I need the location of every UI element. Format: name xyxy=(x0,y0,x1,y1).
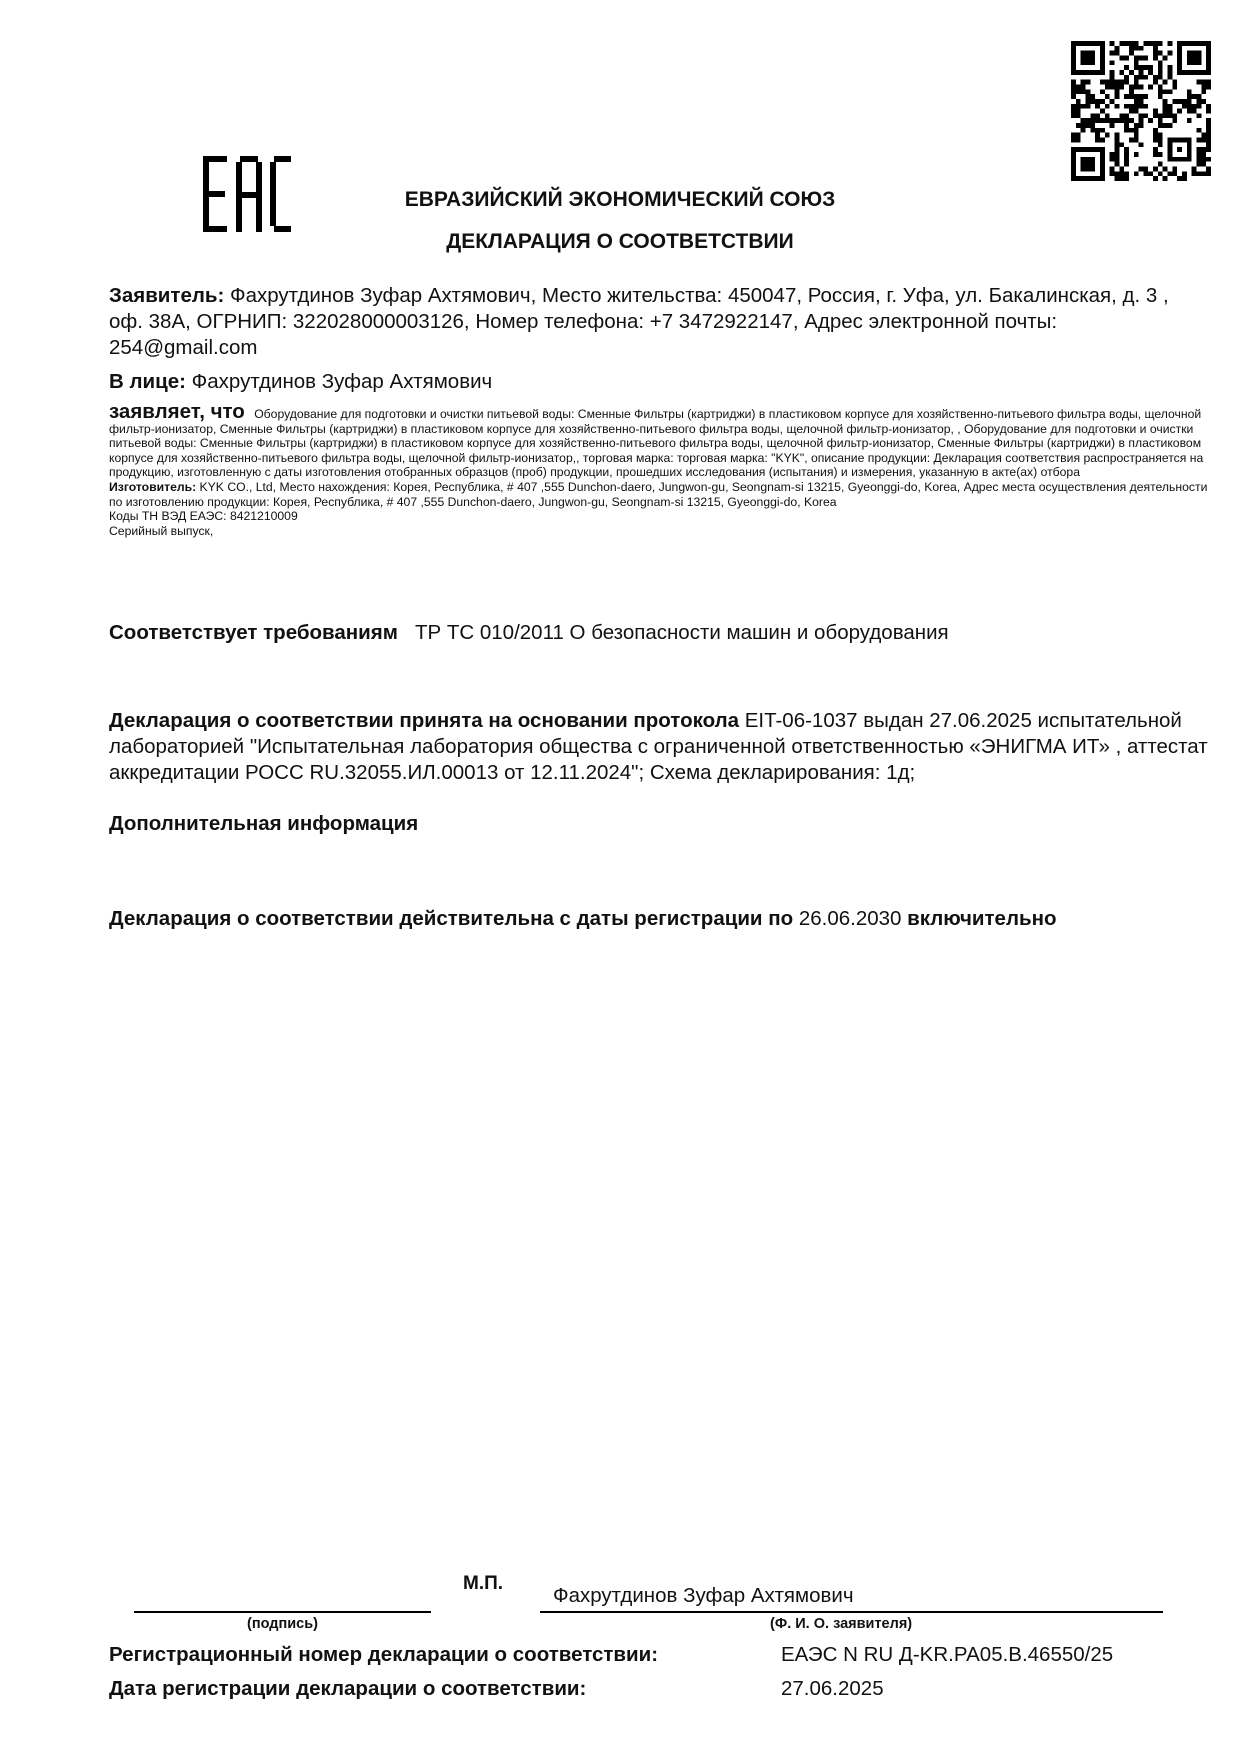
applicant-block xyxy=(109,283,1189,361)
signer-name: Фахрутдинов Зуфар Ахтямович xyxy=(553,1584,854,1607)
tn-ved-codes: Коды ТН ВЭД ЕАЭС: 8421210009 xyxy=(109,509,298,524)
person-block xyxy=(109,369,1189,395)
registration-number-label: Регистрационный номер декларации о соответствии: xyxy=(109,1643,659,1666)
protocol-block xyxy=(109,708,1209,786)
applicant-text: Фахрутдинов Зуфар Ахтямович, Место жительства: 450047, Россия, г. Уфа, ул. Бакалинская, д. 3 , оф. 38А, ОГРНИП: 322028000003126, Номер телефона: +7 3472922147, Адрес электронной почты: 254@gmail.com xyxy=(109,284,1169,359)
registration-number: ЕАЭС N RU Д-KR.РА05.В.46550/25 xyxy=(781,1643,1114,1666)
registration-date: 27.06.2025 xyxy=(781,1677,884,1700)
protocol-text: EIT-06-1037 выдан 27.06.2025 испытательной лабораторией "Испытательная лаборатория общества с ограниченной ответственностью «ЭНИГМА ИТ» , аттестат аккредитации РОСС RU.32055.ИЛ.00013 от 12.11.2024"; Схема декларирования: 1д; xyxy=(109,709,1208,784)
validity-suffix: включительно xyxy=(907,907,1057,930)
declares-label: заявляет, что xyxy=(109,400,245,423)
person-label: В лице: xyxy=(109,370,186,393)
person-text: Фахрутдинов Зуфар Ахтямович xyxy=(191,370,493,393)
signature-line xyxy=(134,1611,431,1613)
name-line xyxy=(540,1611,1163,1613)
declares-text: Оборудование для подготовки и очистки питьевой воды: Сменные Фильтры (картриджи) в пластиковом корпусе для хозяйственно-питьевого фильтра воды, щелочной фильтр-ионизатор, Сменные Фильтры (картриджи) в пластиковом корпусе для хозяйственно-питьевого фильтра воды, щелочной фильтр-ионизатор, , Оборудование для подготовки и очистки питьевой воды: Сменные Фильтры (картриджи) в пластиковом корпусе для хозяйственно-питьевого фильтра воды, щелочной фильтр-ионизатор, Сменные Фильтры (картриджи) в пластиковом корпусе для хозяйственно-питьевого фильтра воды, щелочной фильтр-ионизатор,, торговая марка: торговая марка: "KYK", описание продукции: Декларация соответствия распространяется на продукцию, изготовленную с даты изготовления отобранных образцов (проб) продукции, прошедших исследования (испытания) и измерения, указанную в акте(ах) отбора xyxy=(109,407,1204,480)
release-type: Серийный выпуск, xyxy=(109,523,214,538)
requirements-block xyxy=(109,620,1199,646)
extra-info-label: Дополнительная информация xyxy=(109,812,419,835)
validity-date: 26.06.2030 xyxy=(798,907,902,930)
registration-date-label: Дата регистрации декларации о соответствии: xyxy=(109,1677,587,1700)
qr-code xyxy=(1071,41,1211,181)
requirements-label: Соответствует требованиям xyxy=(109,621,398,644)
stamp-place: М.П. xyxy=(463,1573,504,1594)
manufacturer-label: Изготовитель: xyxy=(109,479,197,494)
applicant-label: Заявитель: xyxy=(109,284,225,307)
protocol-label: Декларация о соответствии принята на основании протокола xyxy=(109,709,740,732)
validity-block xyxy=(109,906,1209,932)
declares-block xyxy=(109,400,1221,538)
requirements-text: ТР ТС 010/2011 О безопасности машин и оборудования xyxy=(414,621,949,644)
signature-caption: (подпись) xyxy=(247,1616,318,1632)
union-title: ЕВРАЗИЙСКИЙ ЭКОНОМИЧЕСКИЙ СОЮЗ xyxy=(404,188,836,211)
name-caption: (Ф. И. О. заявителя) xyxy=(770,1616,913,1632)
validity-label: Декларация о соответствии действительна с даты регистрации по xyxy=(109,907,794,930)
manufacturer-text: KYK CO., Ltd, Место нахождения: Корея, Республика, # 407 ,555 Dunchon-daero, Jungwon-gu, Seongnam-si 13215, Gyeonggi-do, Korea, Адрес места осуществления деятельности по изготовлению продукции: Корея, Республика, # 407 ,555 Dunchon-daero, Jungwon-gu, Seongnam-si 13215, Gyeonggi-do, Korea xyxy=(109,479,1208,509)
document-title: ДЕКЛАРАЦИЯ О СООТВЕТСТВИИ xyxy=(446,230,794,253)
